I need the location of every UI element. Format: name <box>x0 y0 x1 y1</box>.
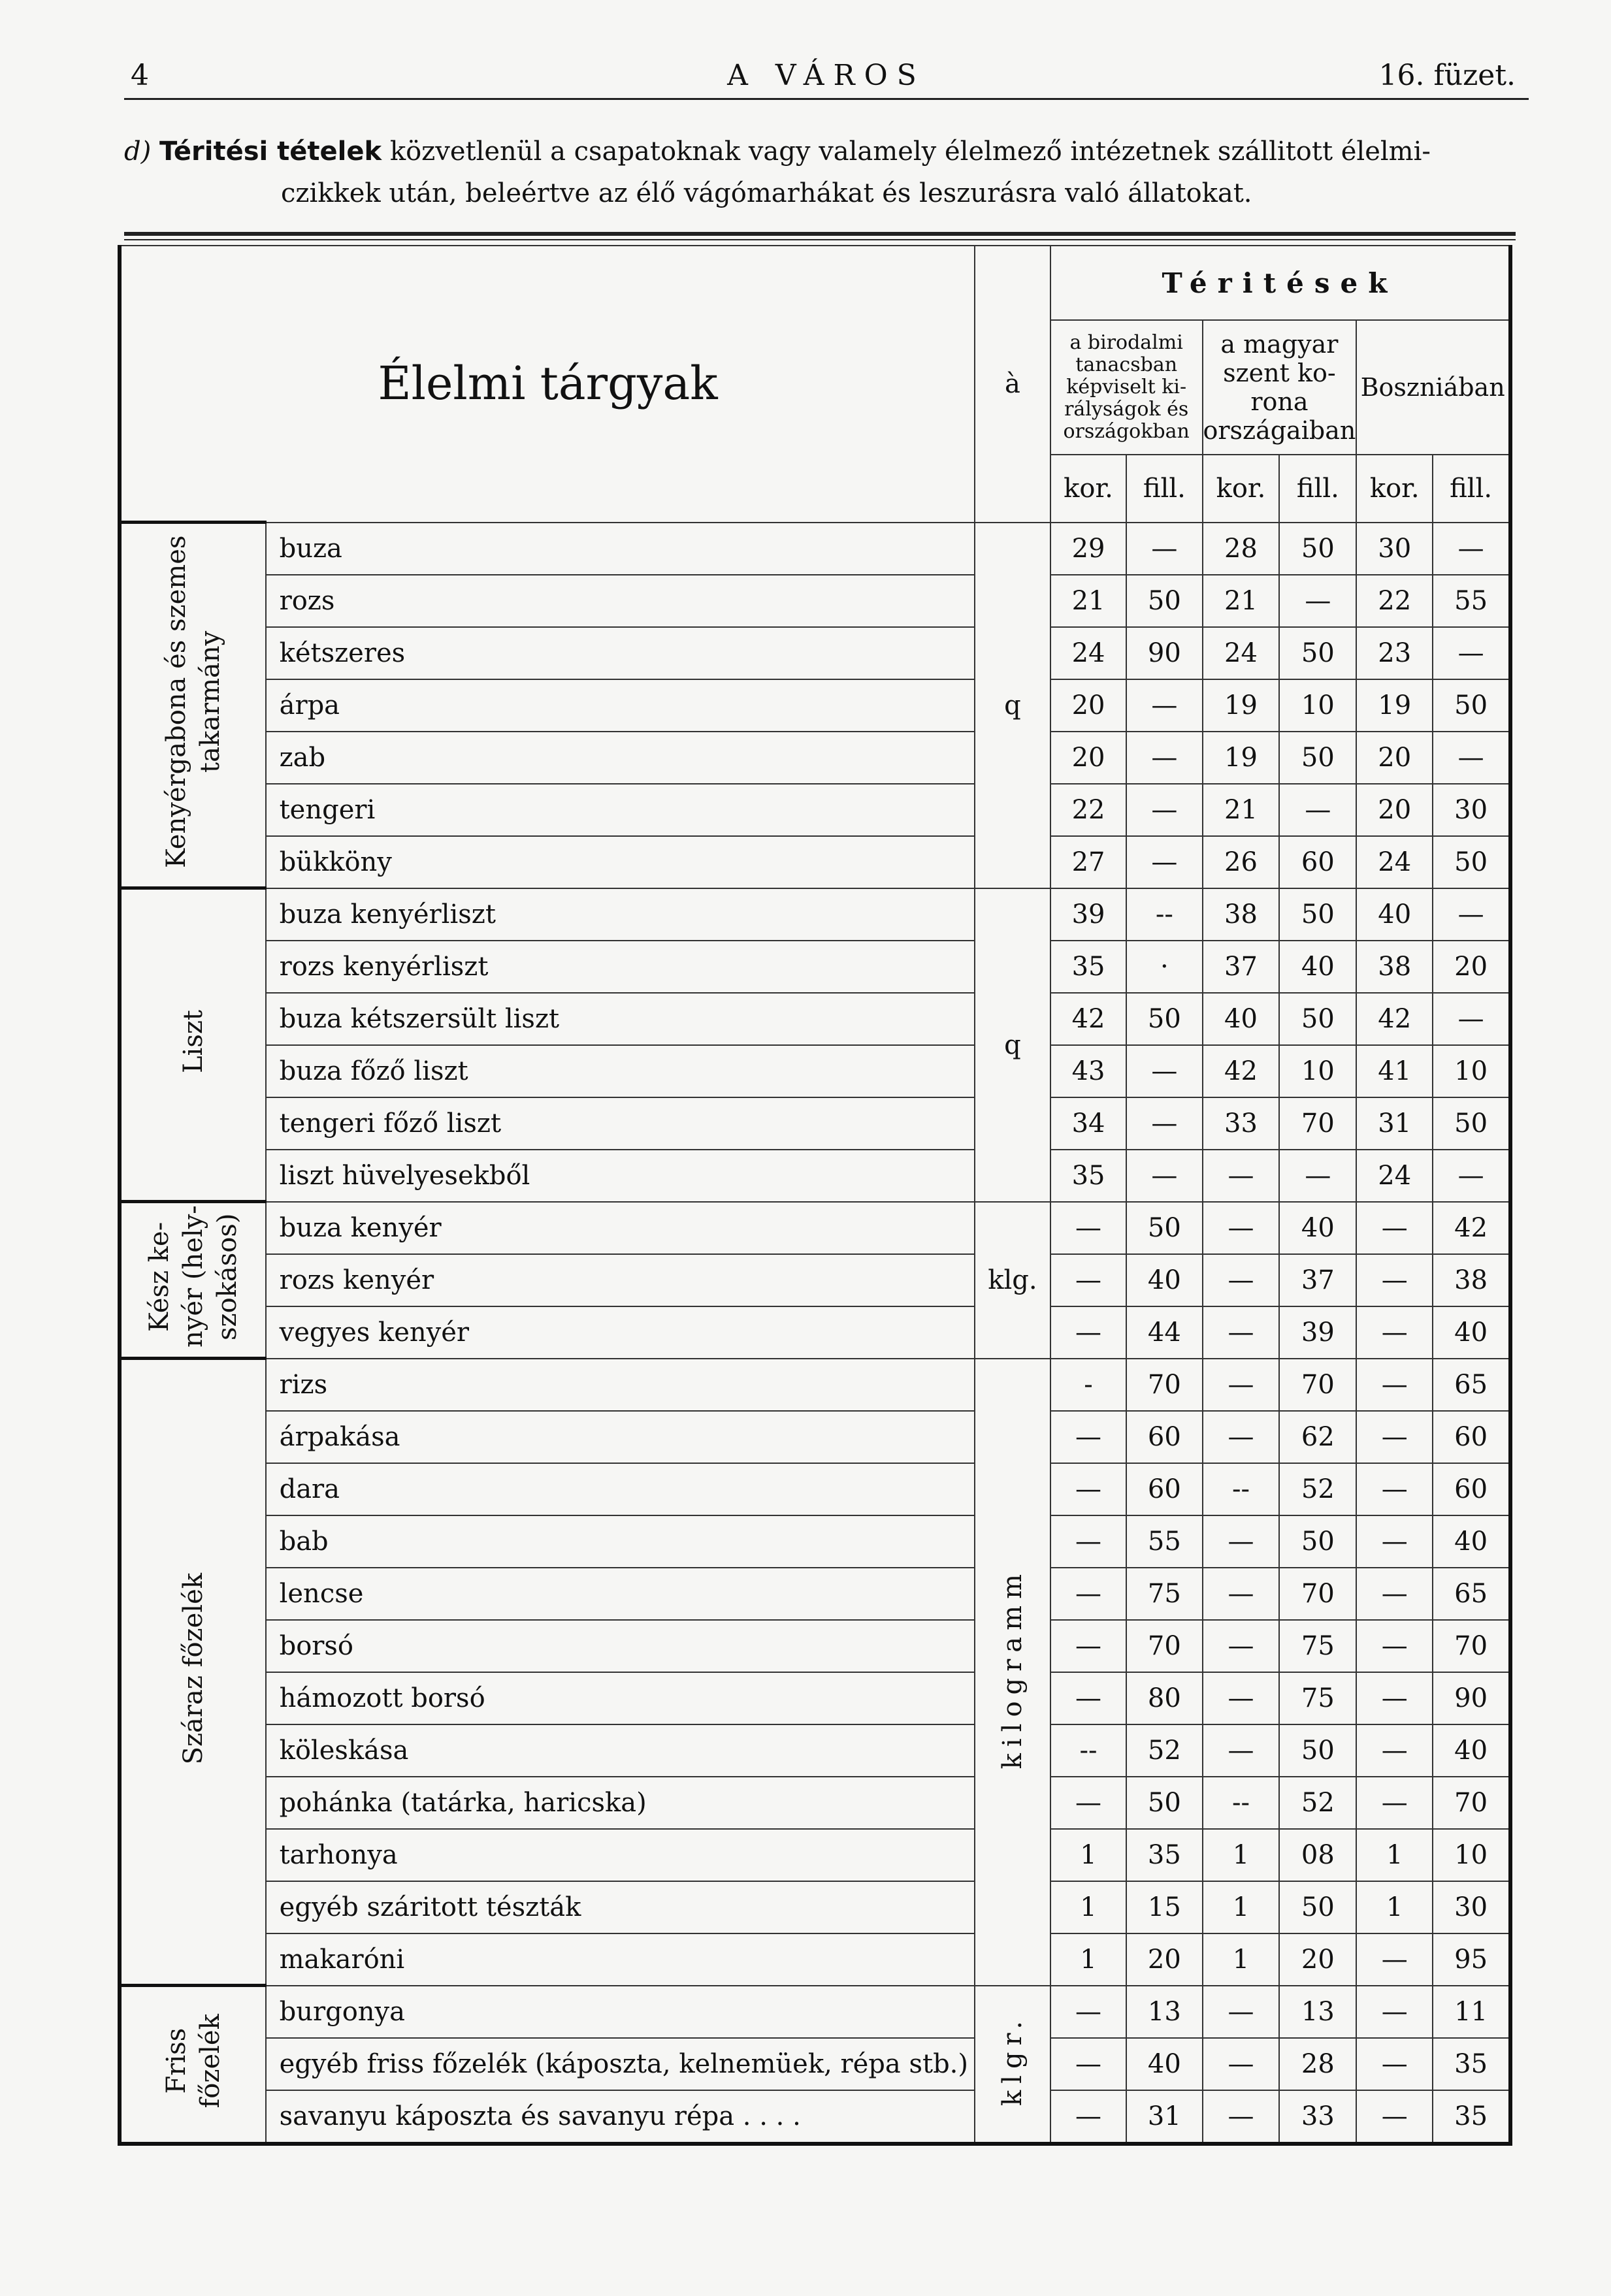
fill-value: 95 <box>1433 1933 1510 1986</box>
kor-value: 28 <box>1203 523 1280 575</box>
fill-value: 52 <box>1279 1463 1356 1515</box>
kor-value: 1 <box>1050 1881 1126 1933</box>
table-row <box>120 627 1510 679</box>
fill-value: 20 <box>1126 1933 1202 1986</box>
region-header-bosnia: Boszniában <box>1356 320 1510 455</box>
fill-value: 50 <box>1279 1515 1356 1568</box>
fill-value: 50 <box>1279 1724 1356 1777</box>
fill-value: 50 <box>1279 888 1356 941</box>
intro-line1: közvetlenül a csapatoknak vagy valamely élelmező intézetnek szállitott élelmi- <box>382 137 1431 167</box>
table-row <box>120 1986 1510 2038</box>
fill-value: 70 <box>1279 1097 1356 1150</box>
fill-value: — <box>1433 523 1510 575</box>
kor-value: 40 <box>1356 888 1433 941</box>
kor-value: 38 <box>1203 888 1280 941</box>
fill-value: 50 <box>1279 732 1356 784</box>
table-row <box>120 1672 1510 1724</box>
fill-value: 75 <box>1279 1620 1356 1672</box>
unit-text: q <box>1004 1029 1021 1060</box>
kor-value: 1 <box>1203 1933 1280 1986</box>
item-name: rozs kenyérliszt <box>266 941 975 993</box>
fill-value: 20 <box>1433 941 1510 993</box>
kor-value: - <box>1050 1359 1126 1411</box>
table-row <box>120 1411 1510 1463</box>
kor-value: — <box>1356 1254 1433 1306</box>
kor-value: — <box>1050 1777 1126 1829</box>
fill-value: — <box>1279 575 1356 627</box>
fill-value: 30 <box>1433 784 1510 836</box>
fill-value: 50 <box>1433 1097 1510 1150</box>
group-label <box>120 523 266 888</box>
item-name: bükköny <box>266 836 975 888</box>
fill-value: 10 <box>1433 1045 1510 1097</box>
fill-value: — <box>1126 836 1202 888</box>
kor-value: 1 <box>1050 1933 1126 1986</box>
kor-value: 19 <box>1356 679 1433 732</box>
intro-paragraph <box>124 131 1529 214</box>
kor-value: 22 <box>1050 784 1126 836</box>
item-name: tengeri <box>266 784 975 836</box>
terites-header: Téritések <box>1050 246 1510 320</box>
table-row <box>120 679 1510 732</box>
kor-value: 24 <box>1356 1150 1433 1202</box>
kor-value: 21 <box>1203 784 1280 836</box>
group-label-text: Száraz főzelék <box>178 1572 208 1765</box>
item-name: liszt hüvelyesekből <box>266 1150 975 1202</box>
fill-value: 70 <box>1126 1620 1202 1672</box>
group-label <box>120 1986 266 2144</box>
fill-value: 38 <box>1433 1254 1510 1306</box>
kor-value: — <box>1050 2090 1126 2144</box>
unit-text: q <box>1004 690 1021 720</box>
item-name: buza <box>266 523 975 575</box>
fill-value: 13 <box>1126 1986 1202 2038</box>
fill-value: -- <box>1126 888 1202 941</box>
kor-value: 21 <box>1203 575 1280 627</box>
fill-value: 65 <box>1433 1568 1510 1620</box>
fill-value: 52 <box>1126 1724 1202 1777</box>
kor-value: 26 <box>1203 836 1280 888</box>
item-name: burgonya <box>266 1986 975 2038</box>
kor-value: — <box>1356 1672 1433 1724</box>
fill-value: 44 <box>1126 1306 1202 1359</box>
fill-value: 60 <box>1433 1411 1510 1463</box>
table-row <box>120 1202 1510 1254</box>
item-name: buza főző liszt <box>266 1045 975 1097</box>
page-number: 4 <box>131 59 149 92</box>
kor-value: — <box>1356 2090 1433 2144</box>
kor-value: 20 <box>1050 732 1126 784</box>
table-row <box>120 941 1510 993</box>
group-label <box>120 888 266 1202</box>
fill-value: 80 <box>1126 1672 1202 1724</box>
kor-value: 40 <box>1203 993 1280 1045</box>
fill-value: 40 <box>1126 1254 1202 1306</box>
kor-value: 37 <box>1203 941 1280 993</box>
table-row <box>120 1881 1510 1933</box>
item-name: köleskása <box>266 1724 975 1777</box>
kor-value: — <box>1356 1568 1433 1620</box>
kor-value: 35 <box>1050 941 1126 993</box>
kor-value: — <box>1356 1515 1433 1568</box>
region-header-hungary: a magyar szent ko-rona országaiban <box>1203 320 1357 455</box>
kor-value: — <box>1356 1359 1433 1411</box>
unit-header: à <box>975 246 1050 523</box>
item-name: árpakása <box>266 1411 975 1463</box>
intro-line2: czikkek után, beleértve az élő vágómarhákat és leszurásra való állatokat. <box>281 178 1252 208</box>
kor-value: — <box>1356 1777 1433 1829</box>
kor-value: — <box>1356 1986 1433 2038</box>
kor-value: 42 <box>1203 1045 1280 1097</box>
fill-value: 50 <box>1279 1881 1356 1933</box>
kor-value: 30 <box>1356 523 1433 575</box>
fill-value: 40 <box>1279 941 1356 993</box>
item-name: tarhonya <box>266 1829 975 1881</box>
journal-title: A VÁROS <box>727 59 926 92</box>
kor-value: 19 <box>1203 732 1280 784</box>
fill-value: 50 <box>1279 523 1356 575</box>
fill-value: 75 <box>1279 1672 1356 1724</box>
table-row <box>120 1829 1510 1881</box>
issue-number: 16. füzet. <box>1378 59 1516 92</box>
kor-value: -- <box>1203 1463 1280 1515</box>
kor-header: kor. <box>1050 455 1126 523</box>
fill-value: 50 <box>1433 679 1510 732</box>
kor-value: — <box>1203 1672 1280 1724</box>
fill-header: fill. <box>1126 455 1202 523</box>
table-row <box>120 993 1510 1045</box>
kor-value: 42 <box>1356 993 1433 1045</box>
item-name: tengeri főző liszt <box>266 1097 975 1150</box>
intro-bold-term: Téritési tételek <box>159 137 382 167</box>
fill-value: 60 <box>1433 1463 1510 1515</box>
unit-cell <box>975 1359 1050 1986</box>
kor-value: — <box>1203 1202 1280 1254</box>
table-row <box>120 2038 1510 2090</box>
item-name: rizs <box>266 1359 975 1411</box>
kor-value: 21 <box>1050 575 1126 627</box>
kor-value: — <box>1203 1254 1280 1306</box>
fill-value: 55 <box>1433 575 1510 627</box>
item-name: rozs kenyér <box>266 1254 975 1306</box>
fill-value: 13 <box>1279 1986 1356 2038</box>
item-name: rozs <box>266 575 975 627</box>
price-table <box>118 245 1512 2146</box>
kor-value: — <box>1203 2090 1280 2144</box>
table-row <box>120 1254 1510 1306</box>
unit-cell <box>975 1202 1050 1359</box>
fill-value: 90 <box>1433 1672 1510 1724</box>
kor-value: — <box>1050 2038 1126 2090</box>
kor-value: 43 <box>1050 1045 1126 1097</box>
kor-value: — <box>1356 1463 1433 1515</box>
fill-value: 40 <box>1279 1202 1356 1254</box>
kor-value: — <box>1050 1620 1126 1672</box>
group-label <box>120 1202 266 1359</box>
kor-value: 23 <box>1356 627 1433 679</box>
kor-value: 41 <box>1356 1045 1433 1097</box>
fill-value: 60 <box>1126 1411 1202 1463</box>
item-name: buza kenyérliszt <box>266 888 975 941</box>
item-name: borsó <box>266 1620 975 1672</box>
kor-value: 38 <box>1356 941 1433 993</box>
group-label-text: Kenyérgabona és szemes takarmány <box>161 535 225 869</box>
fill-value: 70 <box>1279 1568 1356 1620</box>
fill-header: fill. <box>1433 455 1510 523</box>
table-row <box>120 1045 1510 1097</box>
kor-value: — <box>1203 1150 1280 1202</box>
fill-value: — <box>1126 732 1202 784</box>
fill-value: — <box>1126 523 1202 575</box>
fill-value: 50 <box>1279 627 1356 679</box>
kor-value: 34 <box>1050 1097 1126 1150</box>
fill-value: — <box>1126 1150 1202 1202</box>
fill-value: · <box>1126 941 1202 993</box>
item-name: kétszeres <box>266 627 975 679</box>
kor-value: 42 <box>1050 993 1126 1045</box>
kor-value: 20 <box>1356 732 1433 784</box>
kor-value: — <box>1203 1306 1280 1359</box>
kor-value: 31 <box>1356 1097 1433 1150</box>
fill-value: 40 <box>1433 1515 1510 1568</box>
region-header-austria: a birodalmi tanacsban képviselt ki-rályságok és országokban <box>1050 320 1203 455</box>
fill-value: 70 <box>1433 1620 1510 1672</box>
fill-value: 75 <box>1126 1568 1202 1620</box>
unit-cell <box>975 523 1050 888</box>
fill-value: — <box>1126 784 1202 836</box>
kor-value: 20 <box>1356 784 1433 836</box>
fill-value: 10 <box>1279 679 1356 732</box>
kor-value: — <box>1050 1672 1126 1724</box>
fill-value: 30 <box>1433 1881 1510 1933</box>
item-name: dara <box>266 1463 975 1515</box>
kor-value: — <box>1356 1202 1433 1254</box>
table-row <box>120 1150 1510 1202</box>
unit-text: klg. <box>988 1265 1037 1295</box>
group-label <box>120 1359 266 1986</box>
fill-value: 35 <box>1433 2090 1510 2144</box>
kor-value: 39 <box>1050 888 1126 941</box>
table-row <box>120 2090 1510 2144</box>
table-row <box>120 1515 1510 1568</box>
kor-value: — <box>1356 2038 1433 2090</box>
kor-header: kor. <box>1356 455 1433 523</box>
kor-value: — <box>1203 1986 1280 2038</box>
fill-value: 35 <box>1126 1829 1202 1881</box>
unit-cell <box>975 1986 1050 2144</box>
table-row <box>120 1568 1510 1620</box>
table-row <box>120 1359 1510 1411</box>
item-name: lencse <box>266 1568 975 1620</box>
fill-value: 50 <box>1126 1202 1202 1254</box>
fill-value: — <box>1126 1045 1202 1097</box>
table-title: Élelmi tárgyak <box>120 246 975 523</box>
table-row <box>120 1620 1510 1672</box>
kor-value: — <box>1356 1933 1433 1986</box>
table-row <box>120 888 1510 941</box>
kor-header: kor. <box>1203 455 1280 523</box>
item-name: hámozott borsó <box>266 1672 975 1724</box>
kor-value: — <box>1203 1411 1280 1463</box>
group-label-text: Kész ke-nyér (hely-szokásos) <box>144 1205 242 1348</box>
kor-value: — <box>1050 1254 1126 1306</box>
kor-value: — <box>1050 1463 1126 1515</box>
fill-value: — <box>1279 784 1356 836</box>
kor-value: -- <box>1203 1777 1280 1829</box>
kor-value: 22 <box>1356 575 1433 627</box>
fill-value: 35 <box>1433 2038 1510 2090</box>
kor-value: -- <box>1050 1724 1126 1777</box>
fill-value: — <box>1433 888 1510 941</box>
kor-value: — <box>1050 1202 1126 1254</box>
kor-value: — <box>1203 1359 1280 1411</box>
fill-value: 42 <box>1433 1202 1510 1254</box>
kor-value: 1 <box>1203 1881 1280 1933</box>
table-row <box>120 523 1510 575</box>
fill-value: 65 <box>1433 1359 1510 1411</box>
fill-value: 60 <box>1126 1463 1202 1515</box>
table-row <box>120 784 1510 836</box>
item-name: zab <box>266 732 975 784</box>
kor-value: 27 <box>1050 836 1126 888</box>
kor-value: 24 <box>1203 627 1280 679</box>
kor-value: — <box>1050 1515 1126 1568</box>
table-row <box>120 732 1510 784</box>
fill-value: 15 <box>1126 1881 1202 1933</box>
kor-value: — <box>1356 1306 1433 1359</box>
item-name: vegyes kenyér <box>266 1306 975 1359</box>
kor-value: 20 <box>1050 679 1126 732</box>
item-name: pohánka (tatárka, haricska) <box>266 1777 975 1829</box>
unit-text: kilogramm <box>997 1568 1028 1770</box>
fill-value: 70 <box>1126 1359 1202 1411</box>
kor-value: — <box>1050 1411 1126 1463</box>
item-name: buza kenyér <box>266 1202 975 1254</box>
group-label-text: Friss főzelék <box>161 2014 225 2109</box>
page-header <box>124 52 1529 100</box>
intro-letter: d) <box>124 137 152 167</box>
item-name: bab <box>266 1515 975 1568</box>
kor-value: — <box>1203 1515 1280 1568</box>
fill-value: — <box>1126 1097 1202 1150</box>
fill-value: 50 <box>1126 575 1202 627</box>
kor-value: — <box>1203 1568 1280 1620</box>
kor-value: 1 <box>1356 1881 1433 1933</box>
fill-value: 31 <box>1126 2090 1202 2144</box>
item-name: makaróni <box>266 1933 975 1986</box>
kor-value: — <box>1356 1620 1433 1672</box>
item-name: egyéb száritott tészták <box>266 1881 975 1933</box>
fill-value: — <box>1433 993 1510 1045</box>
kor-value: 1 <box>1356 1829 1433 1881</box>
kor-value: — <box>1356 1411 1433 1463</box>
item-name: savanyu káposzta és savanyu répa . . . . <box>266 2090 975 2144</box>
unit-text: klgr. <box>997 2014 1028 2107</box>
fill-value: 90 <box>1126 627 1202 679</box>
fill-value: 20 <box>1279 1933 1356 1986</box>
fill-value: 10 <box>1279 1045 1356 1097</box>
fill-value: — <box>1279 1150 1356 1202</box>
fill-value: 70 <box>1279 1359 1356 1411</box>
fill-value: 50 <box>1126 1777 1202 1829</box>
fill-value: 70 <box>1433 1777 1510 1829</box>
table-row <box>120 1777 1510 1829</box>
unit-cell <box>975 888 1050 1202</box>
fill-value: 60 <box>1279 836 1356 888</box>
fill-value: 62 <box>1279 1411 1356 1463</box>
fill-value: 50 <box>1433 836 1510 888</box>
kor-value: 35 <box>1050 1150 1126 1202</box>
kor-value: — <box>1050 1306 1126 1359</box>
table-row <box>120 1933 1510 1986</box>
fill-value: 37 <box>1279 1254 1356 1306</box>
item-name: árpa <box>266 679 975 732</box>
kor-value: — <box>1050 1568 1126 1620</box>
table-row <box>120 575 1510 627</box>
fill-value: 40 <box>1433 1724 1510 1777</box>
kor-value: 1 <box>1050 1829 1126 1881</box>
fill-value: 11 <box>1433 1986 1510 2038</box>
fill-value: 39 <box>1279 1306 1356 1359</box>
item-name: egyéb friss főzelék (káposzta, kelnemüek, répa stb.) <box>266 2038 975 2090</box>
fill-value: 50 <box>1279 993 1356 1045</box>
fill-value: — <box>1433 732 1510 784</box>
kor-value: 24 <box>1050 627 1126 679</box>
table-row <box>120 1724 1510 1777</box>
fill-value: 40 <box>1433 1306 1510 1359</box>
table-top-rule-thin <box>124 239 1516 240</box>
fill-value: 40 <box>1126 2038 1202 2090</box>
kor-value: — <box>1050 1986 1126 2038</box>
fill-value: 33 <box>1279 2090 1356 2144</box>
fill-value: 28 <box>1279 2038 1356 2090</box>
table-top-rule <box>124 232 1516 236</box>
group-label-text: Liszt <box>178 1009 208 1074</box>
fill-value: — <box>1433 1150 1510 1202</box>
kor-value: — <box>1356 1724 1433 1777</box>
kor-value: — <box>1203 2038 1280 2090</box>
table-row <box>120 1463 1510 1515</box>
fill-value: — <box>1126 679 1202 732</box>
item-name: buza kétszersült liszt <box>266 993 975 1045</box>
kor-value: 24 <box>1356 836 1433 888</box>
kor-value: — <box>1203 1620 1280 1672</box>
kor-value: — <box>1203 1724 1280 1777</box>
table-row <box>120 836 1510 888</box>
table-row <box>120 1306 1510 1359</box>
fill-value: 50 <box>1126 993 1202 1045</box>
kor-value: 19 <box>1203 679 1280 732</box>
kor-value: 33 <box>1203 1097 1280 1150</box>
fill-value: — <box>1433 627 1510 679</box>
kor-value: 1 <box>1203 1829 1280 1881</box>
fill-value: 52 <box>1279 1777 1356 1829</box>
fill-value: 08 <box>1279 1829 1356 1881</box>
fill-header: fill. <box>1279 455 1356 523</box>
fill-value: 10 <box>1433 1829 1510 1881</box>
table-row <box>120 1097 1510 1150</box>
fill-value: 55 <box>1126 1515 1202 1568</box>
kor-value: 29 <box>1050 523 1126 575</box>
